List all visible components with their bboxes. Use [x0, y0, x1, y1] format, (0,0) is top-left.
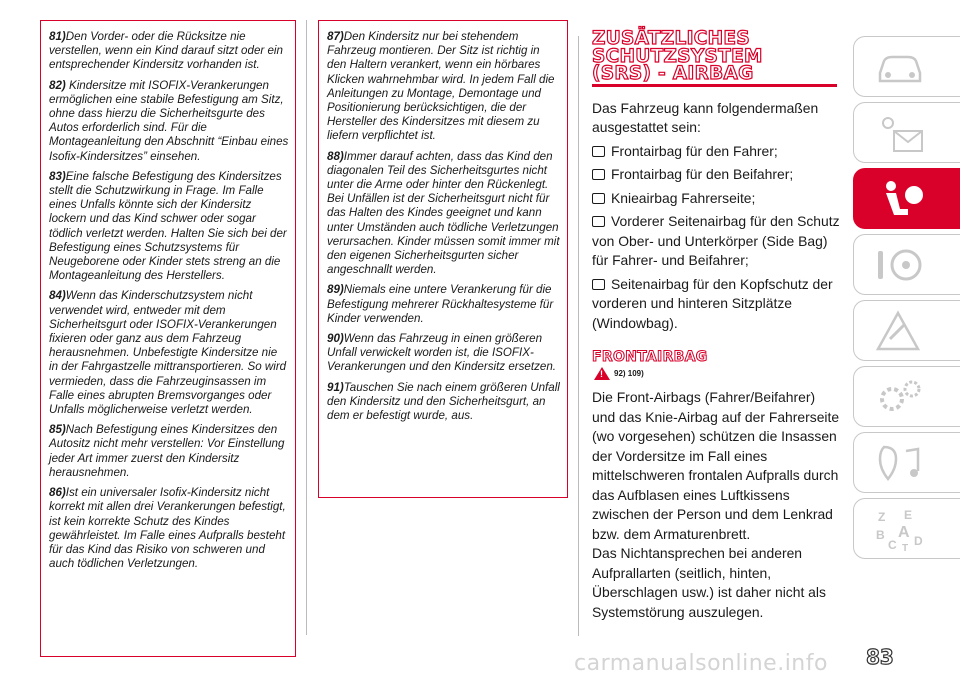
footnote: [49, 423, 289, 480]
footnote: [327, 30, 561, 144]
footnote: [327, 283, 561, 326]
list-item: [592, 142, 842, 162]
footnote-number: 82): [49, 78, 66, 92]
watermark: carmanualsonline.info: [574, 651, 828, 676]
frontairbag-paragraph: Die Front-Airbags (Fahrer/Beifahrer) und das Knie-Airbag auf der Fahrerseite (wo vorgesehen) schützen die Insassen der Vordersitze im Fall eines mittelschweren frontalen Aufpralls durch das Aufblasen eines Luftkissens zwischen der Person und dem Lenkrad bzw. dem Armaturenbrett.: [592, 389, 840, 542]
footnote-text: Kindersitze mit ISOFIX-Verankerungen ermöglichen eine stabile Befestigung am Sitz, ohne dass hierzu die Sicherheitsgurte des Autos erforderlich sind. Für die Montageanleitung den Abschnitt “Einbau eines Isofix-Kindersitzes” einsehen.: [49, 78, 289, 163]
gears-icon: [874, 375, 926, 419]
checkbox-bullet-icon: [592, 146, 605, 157]
tab-car[interactable]: [853, 36, 960, 97]
page-number: 83: [866, 645, 894, 669]
footnote-text: Eine falsche Befestigung des Kindersitzes stellt die Schutzwirkung in Frage. Im Falle eines Unfalls könnte sich der Kindersitz lockern und das Kind schwer oder sogar tödlich verletzt werden. Halten Sie sich bei der Befestigung eines Schutzsystems für Neugeborene oder Kinder stets streng an die Montageanleitung des Herstellers.: [49, 169, 287, 283]
footnote-text: Ist ein universaler Isofix-Kindersitz nicht korrekt mit allen drei Verankerungen befestigt, ist kein korrekte Schutz des Kindes gewährleistet. Im Falle eines Aufpralls besteht für das Kind das Risiko von schweren und auch tödlichen Verletzungen.: [49, 486, 286, 571]
dashboard-lights-icon: [874, 111, 926, 155]
chapter-tabs: [853, 36, 960, 564]
index-letters-icon: [874, 507, 926, 551]
list-item: [592, 275, 842, 334]
notes-box-middle: [318, 20, 568, 498]
section-title: ZUSÄTZLICHES SCHUTZSYSTEM (SRS) - AIRBAG: [592, 28, 763, 84]
footnote-text: Tauschen Sie nach einem größeren Unfall den Kindersitz und den Sicherheitsgurt, an dem er befestigt wurde, aus.: [327, 380, 560, 423]
footnote-text: Wenn das Kinderschutzsystem nicht verwendet wird, entweder mit dem Sicherheitsgurt oder ISOFIX-Verankerungen fixieren oder ganz aus dem Fahrzeug herausnehmen. Unbefestigte Kindersitze nie in der Fahrgastzelle mittransportieren. So wird vermieden, dass die Fahrzeuginsassen im Falle eines abrupten Bremsvorganges oder Unfalls möglicherweise verletzt werden.: [49, 289, 287, 417]
tab-multimedia[interactable]: [853, 432, 960, 493]
airbag-section: [592, 30, 842, 622]
footnote-text: Immer darauf achten, dass das Kind den diagonalen Teil des Sicherheitsgurtes nicht unter die Arme oder hinter den Rückenlegt. Bei Unfällen ist der Sicherheitsgurt nicht für das Halten des Kindes geeignet und kann unter Umständen auch tödliche Verletzungen verursachen. Kinder müssen somit immer mit den eigenen Sicherheitsgurten sicher angeschnallt werden.: [327, 149, 560, 277]
nonactivation-paragraph: Das Nichtansprechen bei anderen Aufprallarten (seitlich, hinten, Überschlagen usw.) ist daher nicht als Systemstörung auszulegen.: [592, 545, 826, 620]
tab-maintenance[interactable]: [853, 366, 960, 427]
footnote: [327, 150, 561, 278]
footnote-number: 81): [49, 30, 66, 43]
svg-text:E: E: [904, 507, 913, 522]
tab-index[interactable]: [853, 498, 960, 559]
footnote: [49, 79, 289, 164]
intro-text: Das Fahrzeug kann folgendermaßen ausgestattet sein:: [592, 99, 819, 135]
tab-safety[interactable]: [853, 168, 960, 229]
list-item-label: Vorderer Seitenairbag für den Schutz von Ober- und Unterkörper (Side Bag) für Fahrer- und Beifahrer;: [592, 213, 840, 268]
list-item-label: Knieairbag Fahrerseite;: [611, 189, 756, 206]
footnote: [327, 381, 561, 424]
column-divider: [578, 36, 579, 636]
subheading: FRONTAIRBAG: [592, 349, 708, 365]
tab-dashboard[interactable]: [853, 102, 960, 163]
footnote-number: 87): [327, 30, 344, 43]
footnote: [327, 332, 561, 375]
multimedia-icon: [874, 441, 926, 485]
footnote-number: 86): [49, 486, 66, 500]
footnote-text: Den Kindersitz nur bei stehendem Fahrzeug montieren. Der Sitz ist richtig in den Haltern verankert, wenn ein hörbares Klicken wahrnehmbar wird. In jedem Fall die Anleitungen zu Montage, Demontage und Positionierung berücksichtigen, die der Hersteller des Kindersitzes mit diesem zu liefern verpflichtet ist.: [327, 30, 555, 143]
list-item: [592, 165, 842, 185]
footnote-text: Wenn das Fahrzeug in einen größeren Unfall verwickelt worden ist, die ISOFIX-Verankerungen und den Kindersitz ersetzen.: [327, 332, 557, 374]
list-item: [592, 189, 842, 209]
notes-box-left: [40, 20, 296, 657]
warning-triangle-icon: !: [594, 367, 610, 380]
checkbox-bullet-icon: [592, 169, 605, 180]
checkbox-bullet-icon: [592, 216, 605, 227]
list-item: [592, 212, 842, 271]
svg-text:Z: Z: [878, 509, 886, 524]
footnote-text: Nach Befestigung eines Kindersitzes den Autositz nicht mehr verstellen: Vor Einstellung jeder Art immer zuerst den Kindersitz herausnehmen.: [49, 423, 285, 479]
car-icon: [874, 45, 926, 89]
warning-reference: ! 92) 109): [594, 367, 842, 380]
warning-triangle-icon: [874, 309, 926, 353]
checkbox-bullet-icon: [592, 193, 605, 204]
footnote-text: Niemals eine untere Verankerung für die Befestigung mehrerer Rückhaltesysteme für Kinder verwenden.: [327, 283, 554, 325]
footnote-number: 83): [49, 169, 66, 183]
airbag-list: [592, 142, 842, 334]
svg-text:T: T: [902, 542, 909, 551]
footnote-number: 85): [49, 423, 66, 437]
svg-text:B: B: [876, 527, 885, 542]
tab-starting[interactable]: [853, 234, 960, 295]
steering-key-icon: [874, 243, 926, 287]
footnote: [49, 486, 289, 571]
footnote-number: 88): [327, 149, 344, 163]
svg-text:C: C: [888, 537, 897, 551]
footnote-number: 84): [49, 289, 66, 303]
tab-emergency[interactable]: [853, 300, 960, 361]
list-item-label: Seitenairbag für den Kopfschutz der vorderen und hinteren Sitzplätze (Windowbag).: [592, 275, 833, 331]
list-item-label: Frontairbag für den Fahrer;: [611, 142, 778, 159]
footnote-number: 91): [327, 380, 344, 394]
footnote: [49, 30, 289, 73]
footnote-number: 89): [327, 283, 344, 297]
footnote-text: Den Vorder- oder die Rücksitze nie verstellen, wenn ein Kind darauf sitzt oder ein entsprechender Kindersitz vorhanden ist.: [49, 30, 283, 72]
svg-text:A: A: [898, 523, 910, 541]
footnote: [49, 170, 289, 284]
svg-text:D: D: [914, 533, 923, 548]
airbag-icon: [874, 177, 926, 221]
checkbox-bullet-icon: [592, 279, 605, 290]
footnote: [49, 289, 289, 417]
list-item-label: Frontairbag für den Beifahrer;: [611, 166, 794, 182]
footnote-number: 90): [327, 332, 344, 346]
column-divider: [306, 20, 307, 635]
